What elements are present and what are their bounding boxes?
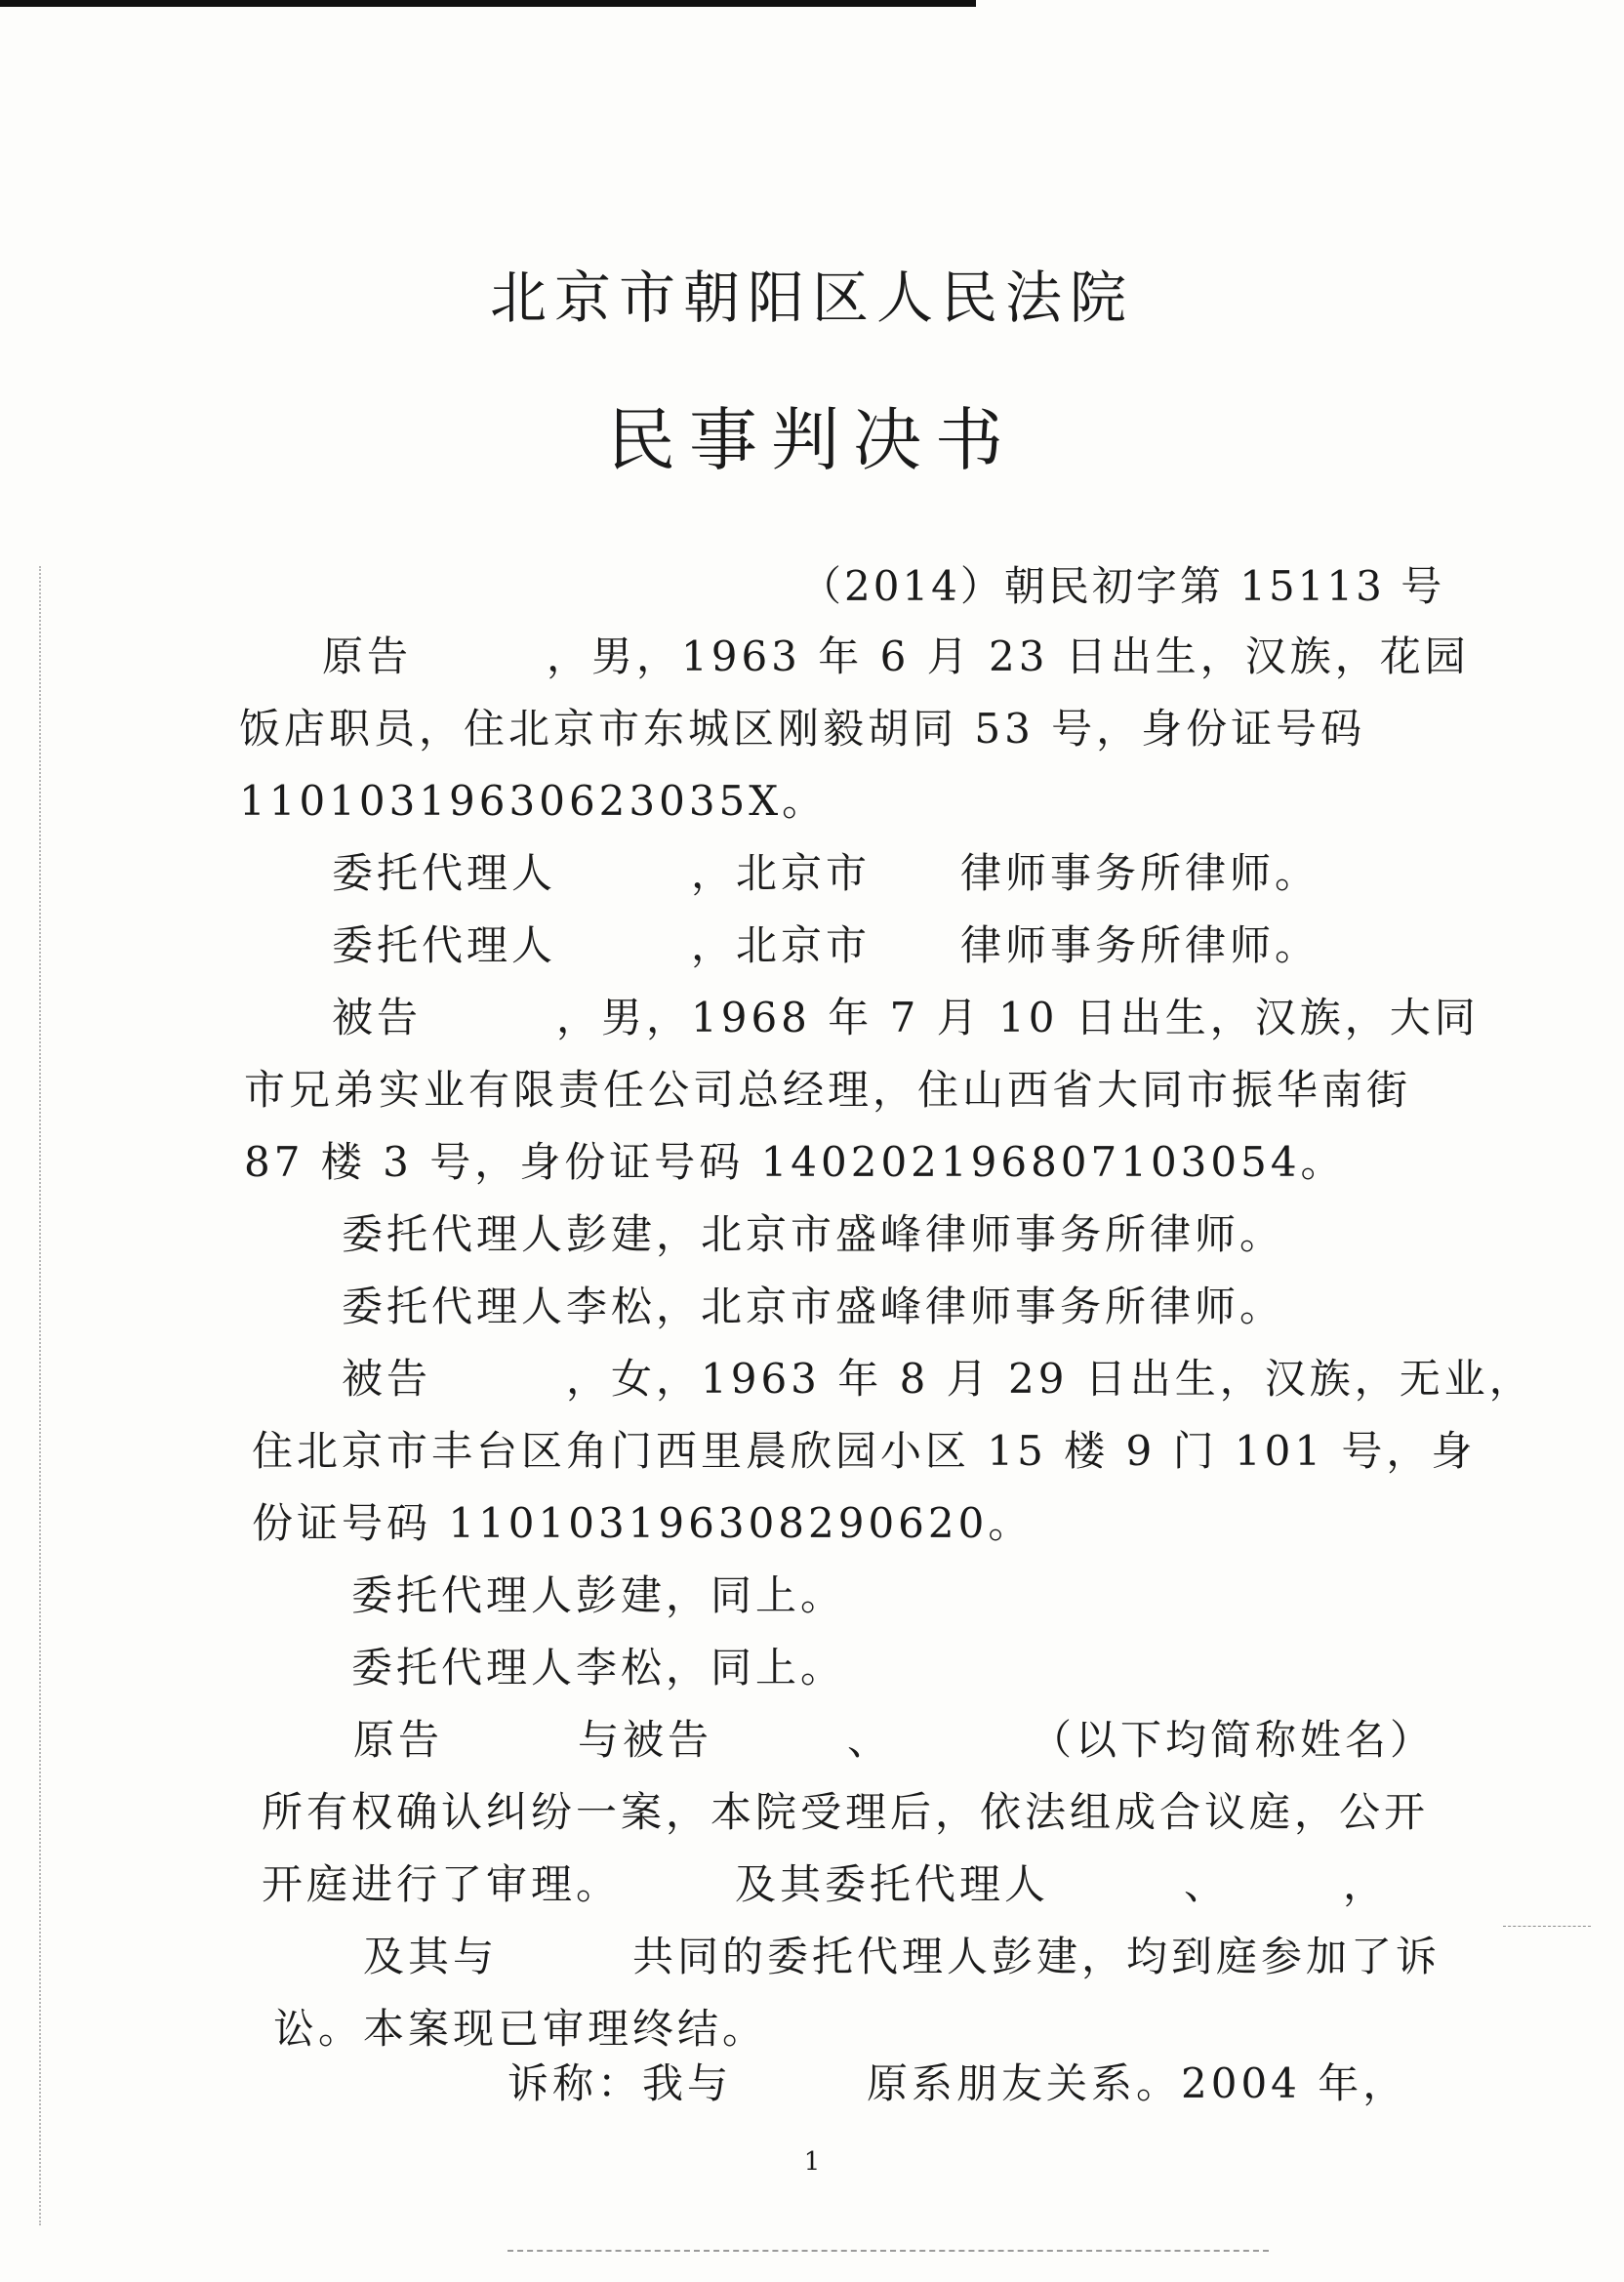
body-line: 诉称：我与 原系朋友关系。2004 年， <box>508 2059 1408 2107</box>
body-line: 饭店职员，住北京市东城区刚毅胡同 53 号，身份证号码 <box>239 705 1366 753</box>
body-line: 被告 ，女，1963 年 8 月 29 日出生，汉族，无业， <box>342 1355 1534 1403</box>
page-number: 1 <box>803 2147 821 2177</box>
case-number: （2014）朝民初字第 15113 号 <box>800 562 1445 610</box>
body-line: 讼。本案现已审理终结。 <box>273 2005 768 2053</box>
body-line: 委托代理人彭建，同上。 <box>351 1571 846 1619</box>
body-line: 原告 ，男，1963 年 6 月 23 日出生，汉族，花园 <box>322 632 1470 680</box>
margin-dash <box>1503 1926 1591 1927</box>
body-line: 住北京市丰台区角门西里晨欣园小区 15 楼 9 门 101 号，身 <box>252 1427 1477 1475</box>
body-line: 87 楼 3 号，身份证号码 140202196807103054。 <box>244 1138 1346 1186</box>
body-line: 委托代理人彭建，北京市盛峰律师事务所律师。 <box>342 1210 1285 1258</box>
body-line: 委托代理人李松，同上。 <box>351 1644 846 1691</box>
body-line: 被告 ，男，1968 年 7 月 10 日出生，汉族，大同 <box>332 994 1480 1041</box>
scan-top-edge <box>0 0 976 7</box>
body-line: 开庭进行了审理。 及其委托代理人 、 ， <box>262 1860 1389 1908</box>
body-line: 委托代理人 ，北京市 律师事务所律师。 <box>332 921 1320 969</box>
body-line: 及其与 共同的委托代理人彭建，均到庭参加了诉 <box>363 1933 1441 1980</box>
body-line: 市兄弟实业有限责任公司总经理，住山西省大同市振华南街 <box>244 1066 1412 1114</box>
document-title: 民事判决书 <box>607 400 1017 480</box>
body-line: 委托代理人 ，北京市 律师事务所律师。 <box>332 849 1320 897</box>
court-name: 北京市朝阳区人民法院 <box>489 265 1134 331</box>
body-line: 委托代理人李松，北京市盛峰律师事务所律师。 <box>342 1283 1285 1330</box>
scan-left-edge <box>39 566 45 2225</box>
body-line: 11010319630623035X。 <box>239 777 828 825</box>
body-line: 份证号码 110103196308290620。 <box>252 1499 1034 1547</box>
body-line: 所有权确认纠纷一案，本院受理后，依法组成合议庭，公开 <box>262 1788 1430 1836</box>
body-line: 原告 与被告 、 （以下均简称姓名） <box>353 1716 1436 1764</box>
footer-rule <box>508 2250 1269 2252</box>
